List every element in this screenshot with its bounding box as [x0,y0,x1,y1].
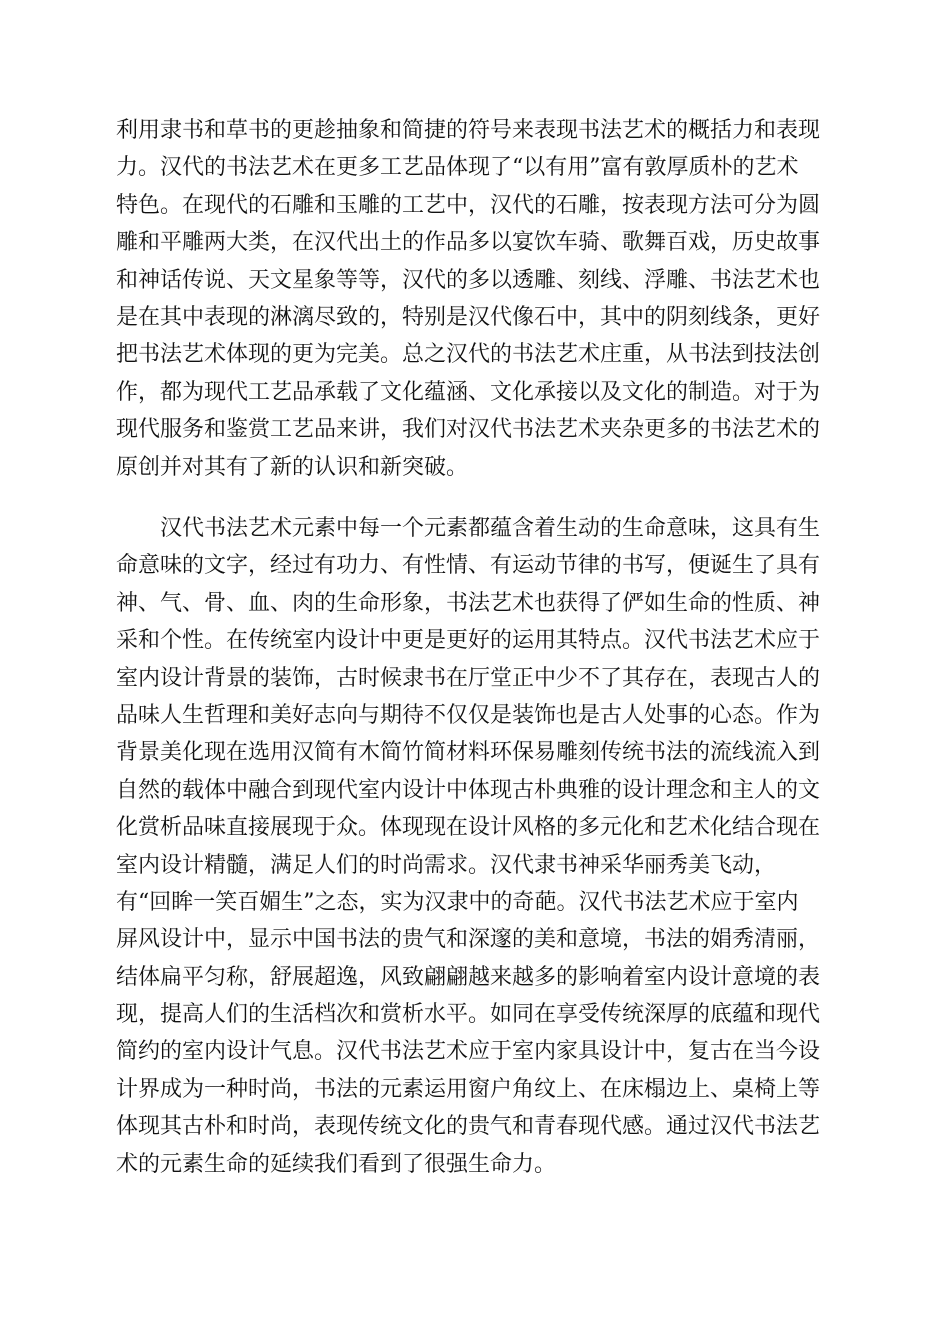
paragraph-line: 作，都为现代工艺品承载了文化蕴涵、文化承接以及文化的制造。对于为 [116,379,821,405]
paragraph-line: 简约的室内设计气息。汉代书法艺术应于室内家具设计中，复古在当今设 [116,1039,821,1065]
paragraph-line: 神、气、骨、血、肉的生命形象，书法艺术也获得了俨如生命的性质、神 [116,590,821,616]
paragraph-line: 力。汉代的书法艺术在更多工艺品体现了“以有用”富有敦厚质朴的艺术 [116,155,799,181]
paragraph-line: 原创并对其有了新的认识和新突破。 [116,454,469,480]
paragraph-line: 室内设计精髓，满足人们的时尚需求。汉代隶书神采华丽秀美飞动， [116,852,777,878]
paragraph-line: 自然的载体中融合到现代室内设计中体现古朴典雅的设计理念和主人的文 [116,777,821,803]
paragraph-line: 室内设计背景的装饰，古时候隶书在厅堂正中少不了其存在，表现古人的 [116,665,821,691]
paragraph-line: 采和个性。在传统室内设计中更是更好的运用其特点。汉代书法艺术应于 [116,628,821,654]
paragraph-line: 结体扁平匀称，舒展超逸，风致翩翩越来越多的影响着室内设计意境的表 [116,964,821,990]
paragraph-line: 化赏析品味直接展现于众。体现现在设计风格的多元化和艺术化结合现在 [116,815,821,841]
paragraph-line: 雕和平雕两大类，在汉代出土的作品多以宴饮车骑、歌舞百戏，历史故事 [116,230,821,256]
paragraph-line: 有“回眸一笑百媚生”之态，实为汉隶中的奇葩。汉代书法艺术应于室内 [116,889,799,915]
paragraph-line: 计界成为一种时尚，书法的元素运用窗户角纹上、在床榻边上、桌椅上等 [116,1076,821,1102]
paragraph-line: 品味人生哲理和美好志向与期待不仅仅是装饰也是古人处事的心态。作为 [116,702,821,728]
paragraph-line: 是在其中表现的淋漓尽致的，特别是汉代像石中，其中的阴刻线条，更好 [116,304,821,330]
paragraph-line: 汉代书法艺术元素中每一个元素都蕴含着生动的生命意味，这具有生 [116,516,821,541]
paragraph-line: 现，提高人们的生活档次和赏析水平。如同在享受传统深厚的底蕴和现代 [116,1002,821,1028]
paragraph-line: 背景美化现在选用汉简有木简竹简材料环保易雕刻传统书法的流线流入到 [116,740,821,766]
paragraph-line: 和神话传说、天文星象等等，汉代的多以透雕、刻线、浮雕、书法艺术也 [116,267,821,293]
paragraph-line: 把书法艺术体现的更为完美。总之汉代的书法艺术庄重，从书法到技法创 [116,342,821,368]
paragraph-line: 体现其古朴和时尚，表现传统文化的贵气和青春现代感。通过汉代书法艺 [116,1114,821,1140]
paragraph-line: 术的元素生命的延续我们看到了很强生命力。 [116,1151,557,1177]
paragraph-line: 利用隶书和草书的更趁抽象和简捷的符号来表现书法艺术的概括力和表现 [116,118,821,143]
paragraph-line: 命意味的文字，经过有功力、有性情、有运动节律的书写，便诞生了具有 [116,553,821,579]
paragraph-line: 现代服务和鉴赏工艺品来讲，我们对汉代书法艺术夹杂更多的书法艺术的 [116,417,821,443]
paragraph-line: 屏风设计中，显示中国书法的贵气和深邃的美和意境，书法的娟秀清丽， [116,927,821,953]
paragraph-1 [116,112,846,486]
paragraph-line: 特色。在现代的石雕和玉雕的工艺中，汉代的石雕，按表现方法可分为圆 [116,192,821,218]
paragraph-2 [116,510,846,1183]
